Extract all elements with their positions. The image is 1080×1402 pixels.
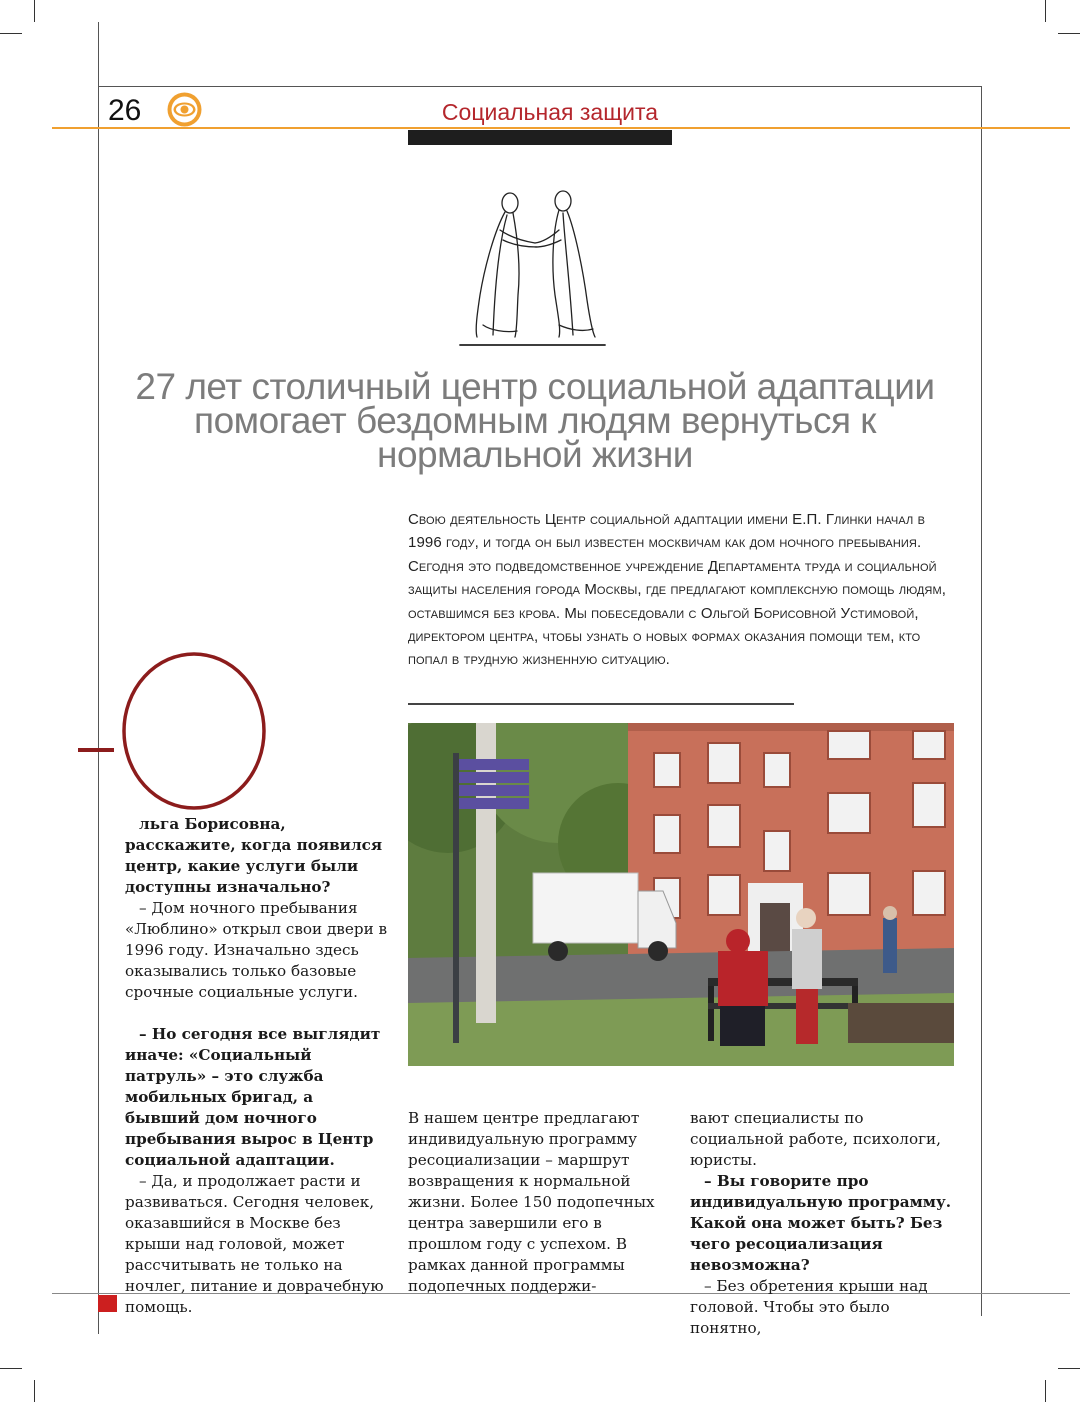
drop-cap-letter: [120, 650, 268, 812]
page-number: 26: [108, 94, 142, 127]
headline-line: нормальной жизни: [377, 434, 693, 475]
interview-answer: – Без обретения крыши над головой. Чтобы это было понятно,: [690, 1277, 928, 1337]
page-corner-marker: [98, 1295, 117, 1312]
article-column-2: [408, 1108, 670, 1297]
article-column-3: [690, 1108, 956, 1339]
red-marker-line: [78, 748, 114, 752]
headline-line: 27 лет столичный центр социальной адаптации: [135, 366, 935, 407]
section-title: Социальная защита: [441, 99, 659, 125]
handshake-sketch-illustration: [455, 185, 610, 350]
headline-line: помогает бездомным людям вернуться к: [194, 400, 876, 441]
eye-logo-icon: [166, 91, 203, 128]
interview-answer: В нашем центре предлагают индивидуальную программу ресоциализации – маршрут возвращения к нормальной жизни. Более 150 подопечных центра завершили его в прошлом году с успехом. В рамках данной программы подопечных поддержи-: [408, 1109, 655, 1295]
interview-answer: вают специалисты по социальной работе, психологи, юристы.: [690, 1109, 941, 1169]
article-column-1: [125, 814, 391, 1318]
interview-question: льга Борисовна, расскажите, когда появился центр, какие услуги были доступны изначально?: [125, 815, 383, 896]
header-bar: [408, 130, 672, 145]
interview-answer: – Да, и продолжает расти и развиваться. Сегодня человек, оказавшийся в Москве без крыши над головой, может рассчитывать не только на ночлег, питание и доврачебную помощь.: [125, 1172, 384, 1316]
interview-question: – Вы говорите про индивидуальную программу. Какой она может быть? Без чего ресоциализация невозможна?: [690, 1172, 952, 1274]
article-lead: Свою деятельность Центр социальной адаптации имени Е.П. Глинки начал в 1996 году, и тогда он был известен москвичам как дом ночного пребывания. Сегодня это подведомственное учреждение Департамента труда и социальной защиты населения города Москвы, где предлагают комплексную помощь людям, оставшимся без крова. Мы побеседовали с Ольгой Борисовной Устимовой, директором центра, чтобы узнать о новых формах оказания помощи тем, кто попал в трудную жизненную ситуацию.: [408, 511, 946, 669]
article-headline: [110, 366, 960, 475]
lead-divider: [408, 703, 794, 705]
interview-question: – Но сегодня все выглядит иначе: «Социальный патруль» – это служба мобильных бригад, а бывший дом ночного пребывания вырос в Центр социальной адаптации.: [125, 1025, 381, 1169]
interview-answer: – Дом ночного пребывания «Люблино» открыл свои двери в 1996 году. Изначально здесь оказывались только базовые срочные социальные услуги.: [125, 899, 388, 1001]
article-photo: [408, 723, 954, 1066]
